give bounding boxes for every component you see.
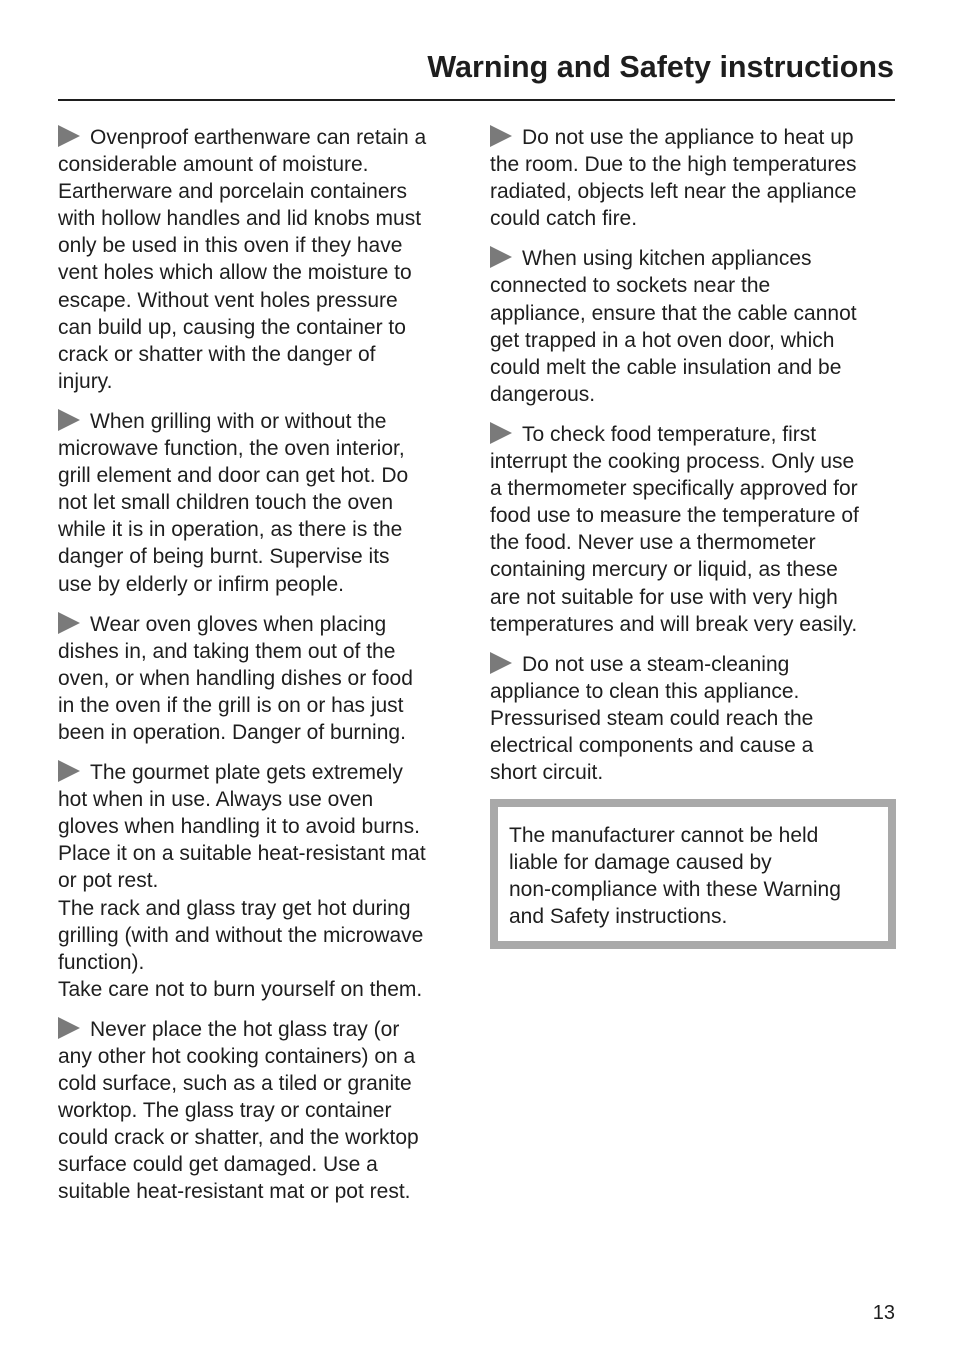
warning-item (58, 611, 460, 746)
triangle-right-icon (58, 409, 80, 431)
warning-item (490, 245, 896, 408)
warning-item (490, 651, 896, 786)
warning-item (58, 759, 460, 1003)
left-column (58, 124, 460, 1219)
warning-item (490, 124, 896, 232)
warning-text: Do not use a steam-cleaning appliance to clean this appliance. Pressurised steam could reach the electrical components and cause a short circuit. (490, 652, 814, 785)
warning-item (58, 408, 460, 598)
triangle-right-icon (58, 612, 80, 634)
warning-text: Wear oven gloves when placing dishes in, and taking them out of the oven, or when handling dishes or food in the oven if the grill is on or has just been in operation. Danger of burning. (58, 612, 413, 744)
title-divider (58, 99, 895, 101)
triangle-right-icon (58, 760, 80, 782)
warning-item (58, 124, 460, 395)
warning-item (58, 1016, 460, 1206)
warning-text: Never place the hot glass tray (or any other hot cooking containers) on a cold surface, such as a tiled or granite worktop. The glass tray or container could crack or shatter, and the worktop surface could get damaged. Use a suitable heat-resistant mat or pot rest. (58, 1017, 419, 1204)
triangle-right-icon (490, 422, 512, 444)
warning-text: When using kitchen appliances connected to sockets near the appliance, ensure that the cable cannot get trapped in a hot oven door, which could melt the cable insulation and be dangerous. (490, 247, 857, 406)
page-title: Warning and Safety instructions (427, 50, 894, 84)
warning-text: Do not use the appliance to heat up the room. Due to the high temperatures radiated, objects left near the appliance could catch fire. (490, 126, 857, 231)
liability-notice-box (490, 799, 896, 948)
triangle-right-icon (490, 652, 512, 674)
triangle-right-icon (490, 246, 512, 268)
warning-text: When grilling with or without the microwave function, the oven interior, grill element and door can get hot. Do not let small children touch the oven while it is in operation, as there is the danger of being burnt. Supervise its use by elderly or infirm people. (58, 409, 409, 596)
triangle-right-icon (58, 1017, 80, 1039)
warning-text: The gourmet plate gets extremely hot when in use. Always use oven gloves when handling it to avoid burns. Place it on a suitable heat-resistant mat or pot rest. The rack and glass tray get hot during grilling (with and without the microwave function). Take care not to burn yourself on them. (58, 761, 426, 1001)
page-number: 13 (872, 1302, 895, 1324)
warning-text: To check food temperature, first interrupt the cooking process. Only use a thermometer specifically approved for food use to measure the temperature of the food. Never use a thermometer containing mercury or liquid, as these are not suitable for use with very high temperatures and will break very easily. (490, 422, 859, 636)
triangle-right-icon (490, 125, 512, 147)
warning-text: Ovenproof earthenware can retain a considerable amount of moisture. Eartherware and porcelain containers with hollow handles and lid knobs must only be used in this oven if they have vent holes which allow the moisture to escape. Without vent holes pressure can build up, causing the container to crack or shatter with the danger of injury. (58, 126, 427, 393)
triangle-right-icon (58, 125, 80, 147)
right-column (490, 124, 896, 949)
warning-item (490, 421, 896, 638)
liability-notice-text: The manufacturer cannot be held liable for damage caused by non-compliance with these Warning and Safety instructions. (509, 824, 841, 929)
